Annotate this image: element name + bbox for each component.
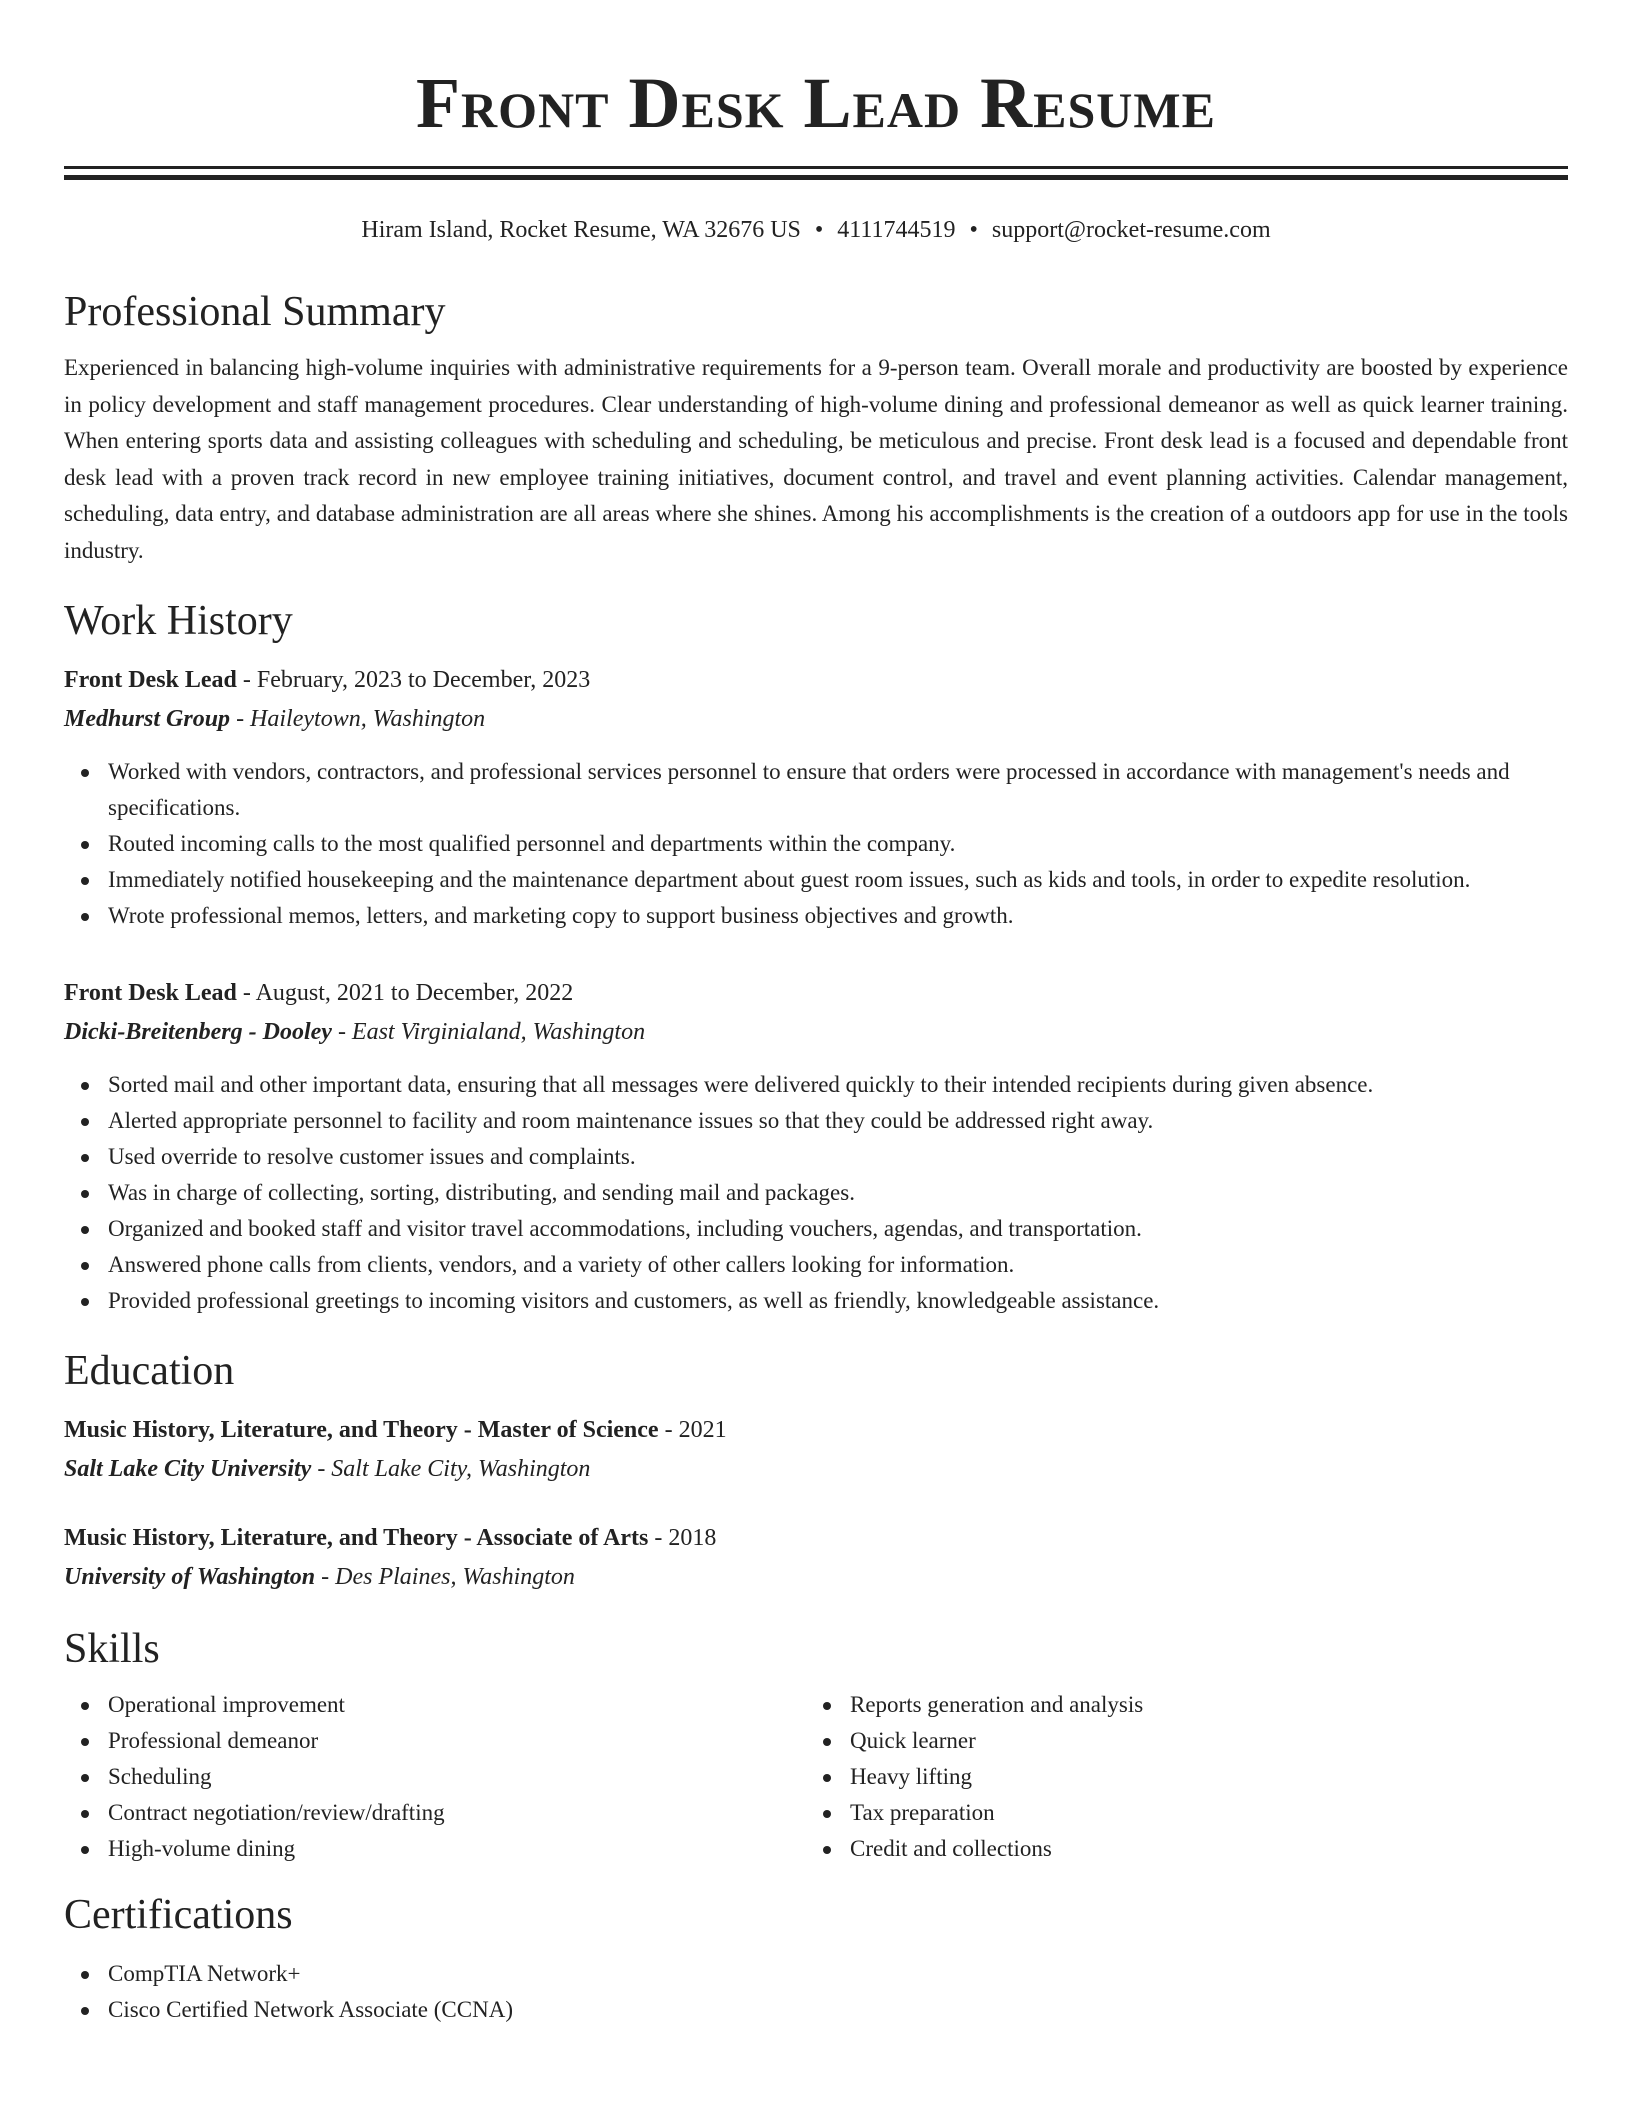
certifications-section	[64, 1889, 1568, 2028]
job-title-line	[64, 974, 1568, 1013]
list-item: Answered phone calls from clients, vendors, and a variety of other callers looking for information.	[64, 1247, 1568, 1283]
education-entry	[64, 1519, 1568, 1597]
company-name: Dicki-Breitenberg - Dooley	[64, 1019, 332, 1045]
education-entry	[64, 1411, 1568, 1489]
graduation-year: - 2021	[658, 1417, 727, 1443]
company-line	[64, 1013, 1568, 1052]
skills-list-left	[64, 1687, 806, 1867]
contact-address: Hiram Island, Rocket Resume, WA 32676 US	[361, 217, 801, 243]
list-item: High-volume dining	[64, 1831, 806, 1867]
list-item: Professional demeanor	[64, 1723, 806, 1759]
job-duties-list	[64, 1067, 1568, 1319]
job-title-line	[64, 661, 1568, 700]
school-location: - Des Plaines, Washington	[315, 1564, 575, 1590]
list-item: Worked with vendors, contractors, and professional services personnel to ensure that orders were processed in accordance with management's needs and specifications.	[64, 754, 1568, 826]
list-item: Tax preparation	[806, 1795, 1548, 1831]
work-history-section	[64, 595, 1568, 1319]
contact-line	[64, 214, 1568, 246]
list-item: CompTIA Network+	[64, 1956, 1568, 1992]
summary-heading: Professional Summary	[64, 289, 446, 335]
school-line	[64, 1558, 1568, 1597]
skills-section	[64, 1623, 1568, 1867]
list-item: Quick learner	[806, 1723, 1548, 1759]
list-item: Organized and booked staff and visitor travel accommodations, including vouchers, agendas, and transportation.	[64, 1211, 1568, 1247]
list-item: Sorted mail and other important data, ensuring that all messages were delivered quickly to their intended recipients during given absence.	[64, 1067, 1568, 1103]
company-location: - Haileytown, Washington	[230, 706, 486, 732]
work-history-heading: Work History	[64, 598, 293, 644]
job-title: Front Desk Lead	[64, 980, 237, 1006]
company-line	[64, 700, 1568, 739]
school-name: University of Washington	[64, 1564, 316, 1590]
contact-phone: 4111744519	[837, 217, 956, 243]
summary-section	[64, 286, 1568, 569]
company-name: Medhurst Group	[64, 706, 231, 732]
list-item: Heavy lifting	[806, 1759, 1548, 1795]
list-item: Alerted appropriate personnel to facility and room maintenance issues so that they could be addressed right away.	[64, 1103, 1568, 1139]
skills-columns	[64, 1687, 1568, 1867]
graduation-year: - 2018	[648, 1525, 717, 1551]
skills-heading: Skills	[64, 1626, 160, 1672]
title-divider-thick	[64, 175, 1568, 180]
degree-line	[64, 1519, 1568, 1558]
list-item: Contract negotiation/review/drafting	[64, 1795, 806, 1831]
degree: Music History, Literature, and Theory - Master of Science	[64, 1417, 659, 1443]
list-item: Routed incoming calls to the most qualified personnel and departments within the company.	[64, 826, 1568, 862]
list-item: Provided professional greetings to incoming visitors and customers, as well as friendly, knowledgeable assistance.	[64, 1283, 1568, 1319]
education-heading: Education	[64, 1348, 235, 1394]
job-title: Front Desk Lead	[64, 667, 237, 693]
degree: Music History, Literature, and Theory - Associate of Arts	[64, 1525, 649, 1551]
school-name: Salt Lake City University	[64, 1456, 312, 1482]
list-item: Cisco Certified Network Associate (CCNA)	[64, 1992, 1568, 2028]
skills-list-right	[806, 1687, 1548, 1867]
certifications-heading: Certifications	[64, 1892, 293, 1938]
job-duties-list	[64, 754, 1568, 934]
company-location: - East Virginialand, Washington	[331, 1019, 646, 1045]
resume-title: Front Desk Lead Resume	[416, 63, 1216, 143]
job-entry	[64, 661, 1568, 934]
school-location: - Salt Lake City, Washington	[311, 1456, 591, 1482]
list-item: Credit and collections	[806, 1831, 1548, 1867]
certifications-list	[64, 1956, 1568, 2028]
list-item: Scheduling	[64, 1759, 806, 1795]
contact-email: support@rocket-resume.com	[991, 217, 1271, 243]
job-entry	[64, 974, 1568, 1319]
job-dates: - February, 2023 to December, 2023	[236, 667, 591, 693]
education-section	[64, 1345, 1568, 1597]
list-item: Reports generation and analysis	[806, 1687, 1548, 1723]
list-item: Immediately notified housekeeping and the maintenance department about guest room issues, such as kids and tools, in order to expedite resolution.	[64, 862, 1568, 898]
list-item: Used override to resolve customer issues and complaints.	[64, 1139, 1568, 1175]
list-item: Wrote professional memos, letters, and marketing copy to support business objectives and growth.	[64, 898, 1568, 934]
school-line	[64, 1450, 1568, 1489]
contact-separator: •	[969, 217, 978, 243]
list-item: Operational improvement	[64, 1687, 806, 1723]
job-dates: - August, 2021 to December, 2022	[236, 980, 574, 1006]
summary-text: Experienced in balancing high-volume inquiries with administrative requirements for a 9-person team. Overall morale and productivity are boosted by experience in policy development and staff management procedures. Clear understanding of high-volume dining and professional demeanor as well as quick learner training. When entering sports data and assisting colleagues with scheduling and scheduling, be meticulous and precise. Front desk lead is a focused and dependable front desk lead with a proven track record in new employee training initiatives, document control, and travel and event planning activities. Calendar management, scheduling, data entry, and database administration are all areas where she shines. Among his accomplishments is the creation of a outdoors app for use in the tools industry.	[64, 355, 1568, 563]
list-item: Was in charge of collecting, sorting, distributing, and sending mail and packages.	[64, 1175, 1568, 1211]
degree-line	[64, 1411, 1568, 1450]
title-divider-thin	[64, 166, 1568, 169]
contact-separator: •	[814, 217, 824, 243]
